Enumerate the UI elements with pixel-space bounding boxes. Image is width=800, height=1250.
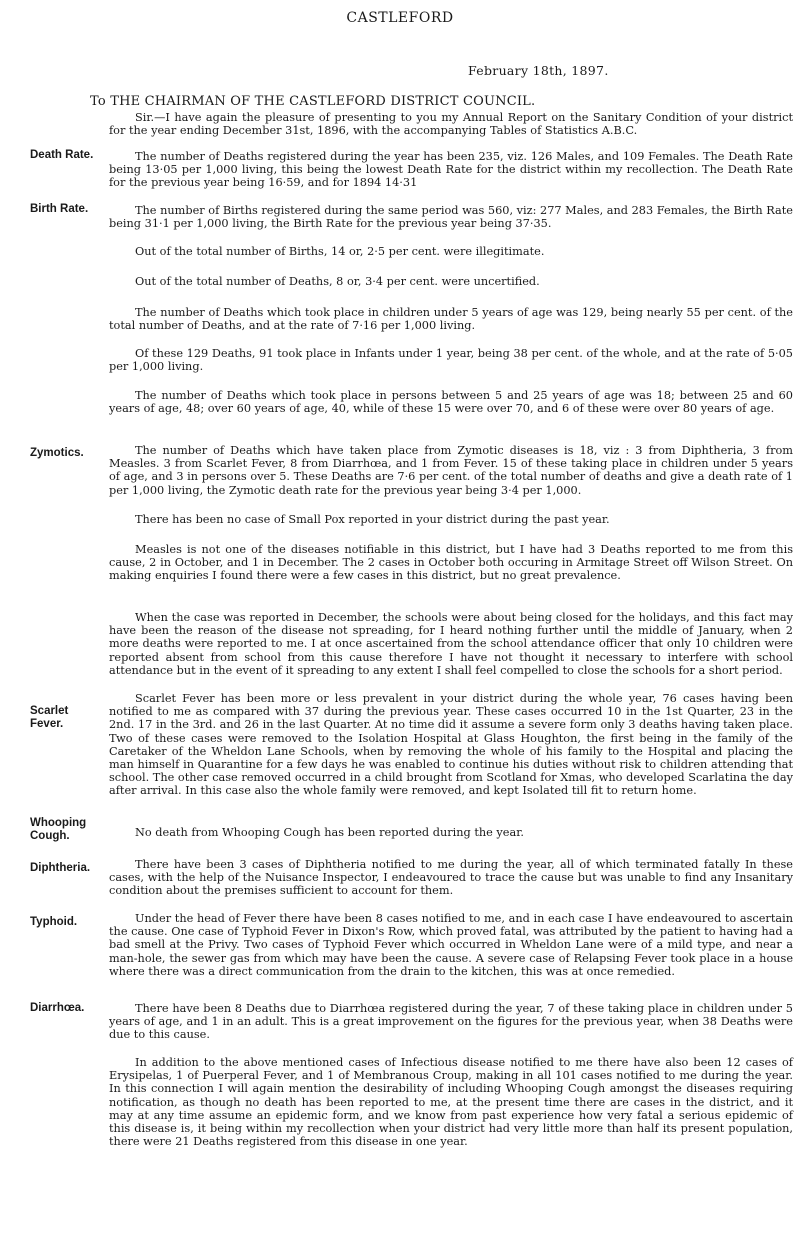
- salutation-paragraph: Sir.—I have again the pleasure of presenting to you my Annual Report on the Sanitary Condition of your district for the year ending December 31st, 1896, with the accompanying Tables of Statistics A.B.C.: [109, 111, 793, 138]
- typhoid-paragraph: Under the head of Fever there have been 8 cases notified to me, and in each case I have endeavoured to ascertain the cause. One case of Typhoid Fever in Dixon's Row, which proved fatal, was attributed by the patient to having had a bad smell at the Privy. Two cases of Typhoid Fever which occurred in Wheldon Lane were of a mild type, and near a man-hole, the sewer gas from which may have been the cause. A severe case of Relapsing Fever took place in a house where there was a direct communication from the drain to the kitchen, this was at once remedied.: [109, 912, 793, 978]
- under-five-paragraph: The number of Deaths which took place in children under 5 years of age was 129, being nearly 55 per cent. of the total number of Deaths, and at the rate of 7·16 per 1,000 living.: [109, 306, 793, 333]
- infants-paragraph: Of these 129 Deaths, 91 took place in Infants under 1 year, being 38 per cent. of the whole, and at the rate of 5·05 per 1,000 living.: [109, 347, 793, 374]
- illegitimate-paragraph: Out of the total number of Births, 14 or, 2·5 per cent. were illegitimate.: [135, 245, 545, 258]
- margin-label-typhoid: Typhoid.: [30, 916, 78, 928]
- addressee-line: To THE CHAIRMAN OF THE CASTLEFORD DISTRICT COUNCIL.: [90, 94, 536, 109]
- schools-paragraph: When the case was reported in December, the schools were about being closed for the holidays, and this fact may have been the reason of the disease not spreading, for I heard nothing further until the middle of January, when 2 more deaths were reported to me. I at once ascertained from the school attendance officer that only 10 children were reported absent from school from this cause therefore I have not thought it necessary to interfere with school attendance but in the event of it spreading to any extent I shall feel compelled to close the schools for a short period.: [109, 611, 793, 677]
- margin-label-birth-rate: Birth Rate.: [30, 203, 89, 215]
- small-pox-paragraph: There has been no case of Small Pox reported in your district during the past year.: [135, 513, 610, 526]
- scarlet-fever-paragraph: Scarlet Fever has been more or less prevalent in your district during the whole year, 76 cases having been notified to me as compared with 37 during the previous year. These cases occurred 10 in the 1st Quarter, 23 in the 2nd. 17 in the 3rd. and 26 in the last Quarter. At no time did it assume a severe form only 3 deaths having taken place. Two of these cases were removed to the Isolation Hospital at Glass Houghton, the first being in the family of the Caretaker of the Wheldon Lane Schools, when by removing the whole of his family to the Hospital and placing the man himself in Quarantine for a few days he was enabled to continue his duties without risk to children attending that school. The other case removed occurred in a child brought from Scotland for Xmas, who developed Scarlatina the day after arrival. In this case also the whole family were removed, and kept Isolated till fit to return home.: [109, 692, 793, 798]
- margin-label-scarlet-fever: Scarlet Fever.: [30, 705, 69, 730]
- uncertified-paragraph: Out of the total number of Deaths, 8 or, 3·4 per cent. were uncertified.: [135, 275, 540, 288]
- town-heading: CASTLEFORD: [346, 10, 454, 26]
- zymotics-paragraph: The number of Deaths which have taken place from Zymotic diseases is 18, viz : 3 from Diphtheria, 3 from Measles. 3 from Scarlet Fever, 8 from Diarrhœa, and 1 from Fever. 15 of these taking place in children under 5 years of age, and 3 in persons over 5. These Deaths are 7·6 per cent. of the total number of deaths and give a death rate of 1 per 1,000 living, the Zymotic death rate for the previous year being 3·4 per 1,000.: [109, 444, 793, 497]
- measles-paragraph: Measles is not one of the diseases notifiable in this district, but I have had 3 Deaths reported to me from this cause, 2 in October, and 1 in December. The 2 cases in October both occuring in Armitage Street off Wilson Street. On making enquiries I found there were a few cases in this district, but no great prevalence.: [109, 543, 793, 583]
- death-rate-paragraph: The number of Deaths registered during the year has been 235, viz. 126 Males, and 109 Females. The Death Rate being 13·05 per 1,000 living, this being the lowest Death Rate for the district within my recollection. The Death Rate for the previous year being 16·59, and for 1894 14·31: [109, 150, 793, 190]
- margin-label-diphtheria: Diphtheria.: [30, 862, 91, 874]
- birth-rate-paragraph: The number of Births registered during the same period was 560, viz: 277 Males, and 283 Females, the Birth Rate being 31·1 per 1,000 living, the Birth Rate for the previous year being 37·35.: [109, 204, 793, 231]
- margin-label-death-rate: Death Rate.: [30, 149, 94, 161]
- report-date: February 18th, 1897.: [468, 63, 609, 78]
- ages-paragraph: The number of Deaths which took place in persons between 5 and 25 years of age was 18; between 25 and 60 years of age, 48; over 60 years of age, 40, while of these 15 were over 70, and 6 of these were over 80 years of age.: [109, 389, 793, 416]
- diphtheria-paragraph: There have been 3 cases of Diphtheria notified to me during the year, all of which terminated fatally In these cases, with the help of the Nuisance Inspector, I endeavoured to trace the cause but was unable to find any Insanitary condition about the premises sufficient to account for them.: [109, 858, 793, 898]
- margin-label-diarrhoea: Diarrhœa.: [30, 1002, 85, 1014]
- whooping-cough-paragraph: No death from Whooping Cough has been reported during the year.: [135, 826, 524, 839]
- infectious-disease-paragraph: In addition to the above mentioned cases of Infectious disease notified to me there have also been 12 cases of Erysipelas, 1 of Puerperal Fever, and 1 of Membranous Croup, making in all 101 cases notified to me during the year. In this connection I will again mention the desirability of including Whooping Cough amongst the diseases requiring notification, as though no death has been reported to me, at the present time there are cases in the district, and it may at any time assume an epidemic form, and we know from past experience how very fatal a serious epidemic of this disease is, it being within my recollection when your district had very little more than half its present population, there were 21 Deaths registered from this disease in one year.: [109, 1056, 793, 1149]
- margin-label-zymotics: Zymotics.: [30, 447, 84, 459]
- margin-label-whooping-cough: Whooping Cough.: [30, 817, 87, 842]
- diarrhoea-paragraph: There have been 8 Deaths due to Diarrhœa registered during the year, 7 of these taking place in children under 5 years of age, and 1 in an adult. This is a great improvement on the figures for the previous year, when 38 Deaths were due to this cause.: [109, 1002, 793, 1042]
